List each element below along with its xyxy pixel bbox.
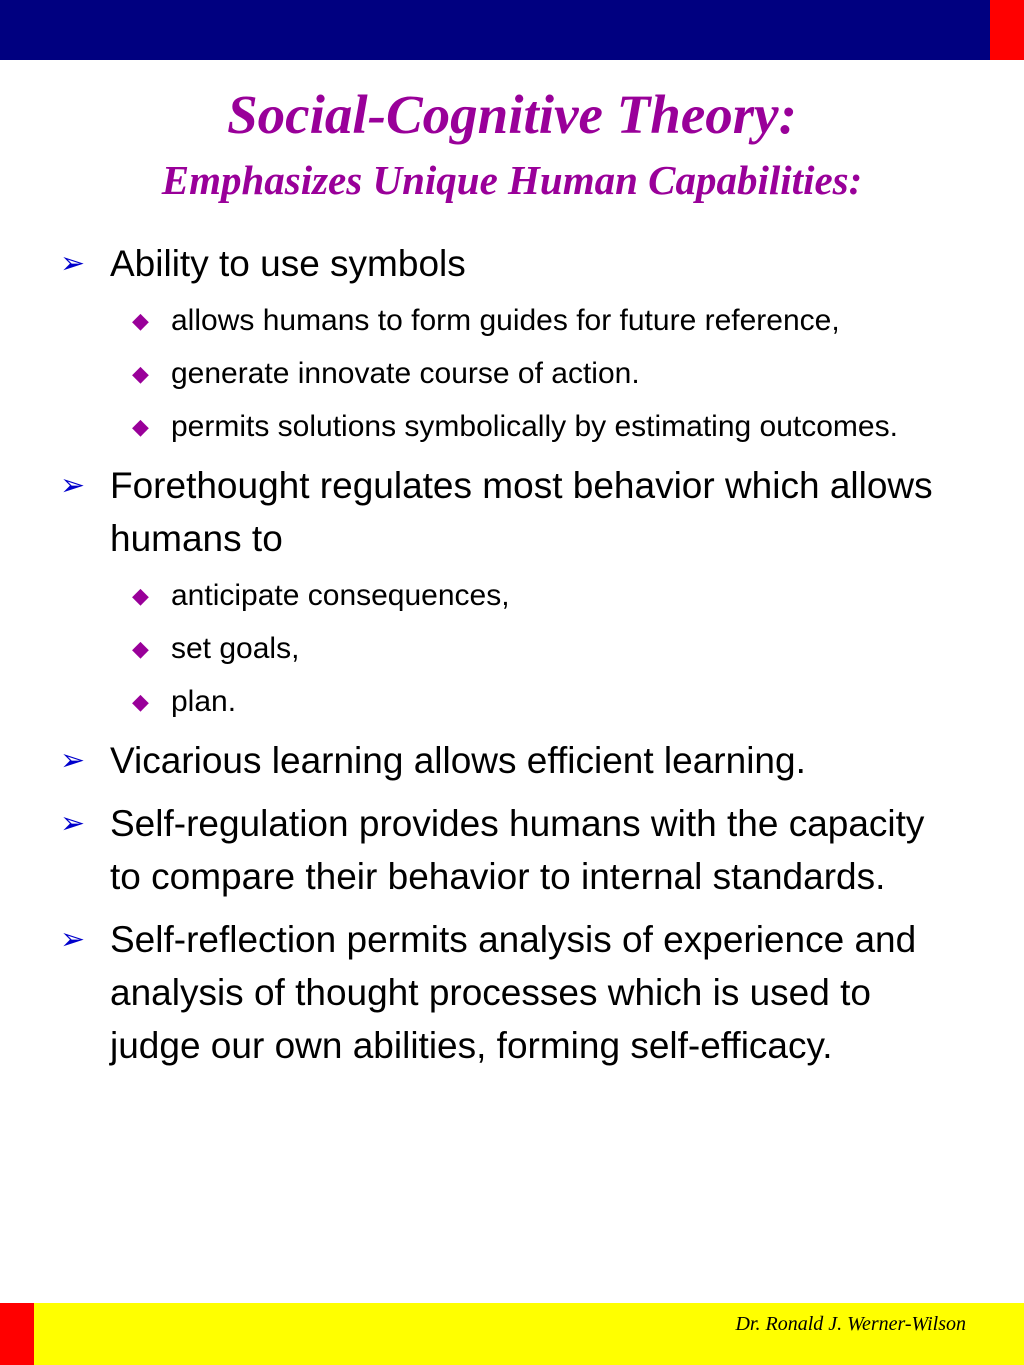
diamond-bullet-icon: ◆ xyxy=(132,308,149,333)
bullet-text: Self-reflection permits analysis of experience and analysis of thought processes which is used to judge our own abilities, forming self-efficacy. xyxy=(110,919,917,1066)
sub-bullet-item xyxy=(60,573,960,618)
arrowhead-bullet-icon: ➢ xyxy=(60,923,86,956)
sub-bullet-item xyxy=(60,351,960,396)
sub-bullet-item xyxy=(60,626,960,671)
sub-bullet-text: allows humans to form guides for future reference, xyxy=(171,304,840,337)
diamond-bullet-icon: ◆ xyxy=(132,689,149,714)
arrowhead-bullet-icon: ➢ xyxy=(60,247,86,280)
bullet-text: Forethought regulates most behavior which allows humans to xyxy=(110,465,933,559)
top-accent-block xyxy=(990,0,1024,60)
arrowhead-bullet-icon: ➢ xyxy=(60,469,86,502)
diamond-bullet-icon: ◆ xyxy=(132,361,149,386)
slide-title: Social-Cognitive Theory: xyxy=(227,84,797,145)
sub-bullet-item xyxy=(60,679,960,724)
arrowhead-bullet-icon: ➢ xyxy=(60,744,86,777)
diamond-bullet-icon: ◆ xyxy=(132,636,149,661)
bullet-item xyxy=(60,734,960,787)
sub-bullet-text: plan. xyxy=(171,685,237,718)
bullet-item xyxy=(60,459,960,565)
bullet-list xyxy=(60,237,960,1072)
sub-bullet-text: set goals, xyxy=(171,632,300,665)
bullet-text: Ability to use symbols xyxy=(110,243,466,284)
sub-bullet-text: generate innovate course of action. xyxy=(171,357,640,390)
sub-bullet-item xyxy=(60,298,960,343)
bullet-text: Vicarious learning allows efficient learning. xyxy=(110,740,806,781)
sub-bullet-text: anticipate consequences, xyxy=(171,579,510,612)
footer-author: Dr. Ronald J. Werner-Wilson xyxy=(735,1313,966,1335)
diamond-bullet-icon: ◆ xyxy=(132,414,149,439)
sub-bullet-list xyxy=(60,573,960,724)
bullet-text: Self-regulation provides humans with the capacity to compare their behavior to internal standards. xyxy=(110,803,925,897)
bottom-accent-block xyxy=(0,1303,34,1365)
sub-bullet-text: permits solutions symbolically by estimating outcomes. xyxy=(171,410,898,443)
bullet-item xyxy=(60,797,960,903)
diamond-bullet-icon: ◆ xyxy=(132,583,149,608)
slide-subtitle: Emphasizes Unique Human Capabilities: xyxy=(161,157,863,203)
arrowhead-bullet-icon: ➢ xyxy=(60,807,86,840)
top-banner-bar xyxy=(0,0,990,60)
bullet-item xyxy=(60,237,960,290)
sub-bullet-list xyxy=(60,298,960,449)
bullet-item xyxy=(60,913,960,1072)
sub-bullet-item xyxy=(60,404,960,449)
